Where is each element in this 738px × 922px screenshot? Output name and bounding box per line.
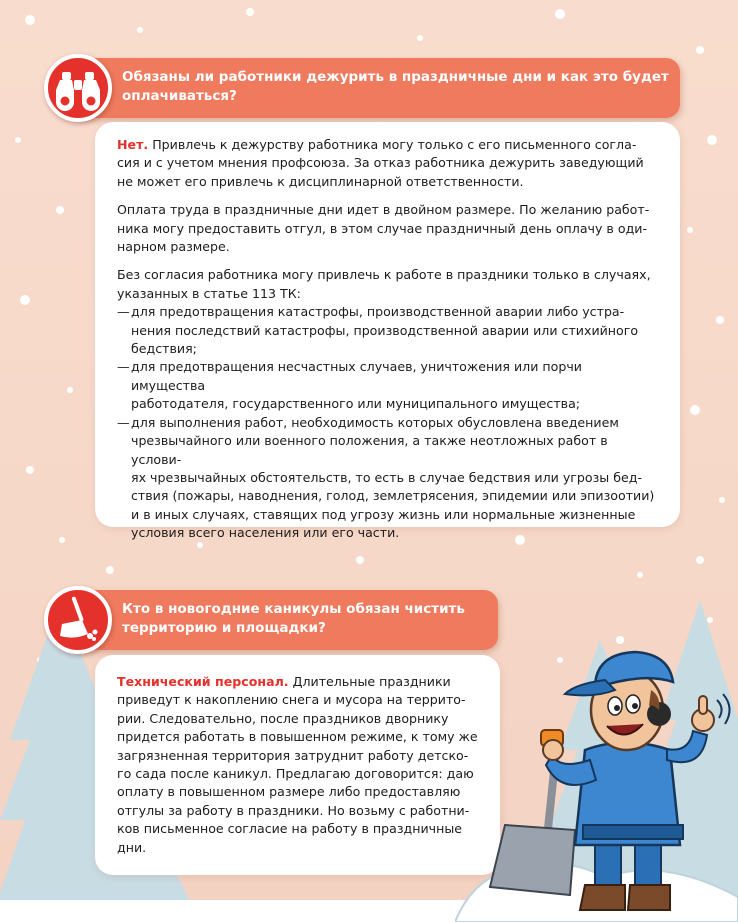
question-2-line-2: территорию и площадки? xyxy=(122,620,326,636)
janitor-illustration xyxy=(455,630,738,922)
list-item: — для предотвращения несчастных случаев, уничтожения или порчи имущества работодателя, государственного или муниципального имущества; xyxy=(117,358,660,413)
answer-1-lead: Нет. xyxy=(117,137,149,152)
answer-1-paragraph-3: Без согласия работника могу привлечь к работе в праздники только в случаях, указанных в статье 113 ТК: xyxy=(117,267,651,301)
answer-1-paragraph-1: Нет. Привлечь к дежурству работника могу только с его письменного согла- сия и с учетом мнения профсоюза. За отказ работника дежурить заведующий не может его привлечь к дисциплинарной ответственности. xyxy=(117,137,644,189)
broom-icon xyxy=(48,590,108,650)
question-2-icon-circle xyxy=(44,586,112,654)
answer-2-lead: Технический персонал. xyxy=(117,674,289,689)
question-1-bar xyxy=(80,58,680,118)
list-item: — для предотвращения катастрофы, производственной аварии либо устра- нения последствий катастрофы, производственной аварии или стихийного бедствия; xyxy=(117,303,660,358)
dash-marker: — xyxy=(117,359,130,375)
list-item: — для выполнения работ, необходимость которых обусловлена введением чрезвычайного или военного положения, а также неотложных работ в услови- ях чрезвычайных обстоятельств, то есть в случае бедствия или угрозы бед- ствия (пожары, наводнения, голод, землетрясения, эпидемии или эпизоотии) и в иных случаях, ставящих под угрозу жизнь или нормальные жизненные условия всего населения или его части. xyxy=(117,414,660,543)
dash-marker: — xyxy=(117,304,130,320)
question-1-line-2: оплачиваться? xyxy=(122,88,237,104)
answer-1-paragraph-2: Оплата труда в праздничные дни идет в двойном размере. По желанию работ- ника могу предоставить отгул, в этом случае праздничный день оплачу в оди- нарном размере. xyxy=(117,202,650,255)
answer-2-card: Технический персонал. Длительные праздники приведут к накоплению снега и мусора на террито- рии. Следовательно, после праздников дворнику придется работать в повышенном режиме, к тому же загрязненная территория затруднит работу детско- го сада после каникул. Предлагаю договорится: даю оплату в повышенном размере либо предоставляю отгулы за работу в праздники. Но возьму с работни- ков письменное согласие на работу в праздничные дни. xyxy=(95,655,500,875)
question-1-icon-circle xyxy=(44,54,112,122)
answer-1-card xyxy=(95,122,680,541)
question-1-line-1: Обязаны ли работники дежурить в праздничные дни и как это будет xyxy=(122,69,669,85)
question-2-line-1: Кто в новогодние каникулы обязан чистить xyxy=(122,601,465,617)
dash-marker: — xyxy=(117,414,130,430)
binoculars-icon xyxy=(48,58,108,118)
question-2-bar xyxy=(80,590,498,650)
